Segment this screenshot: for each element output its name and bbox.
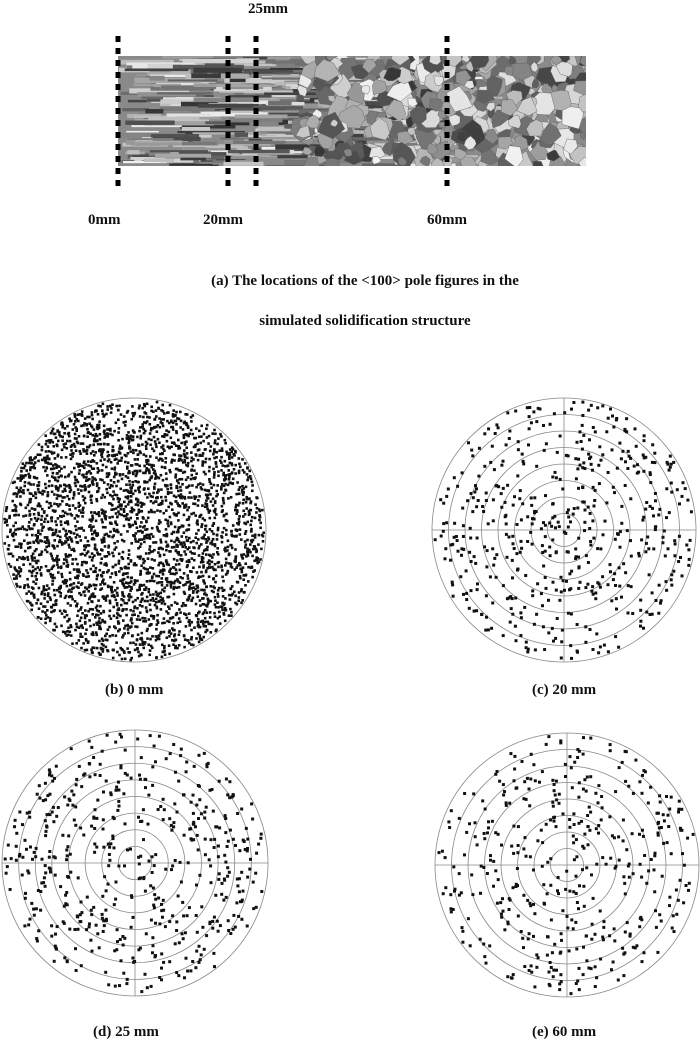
solidification-structure-panel: [0, 0, 700, 240]
marker-label-0mm: 0mm: [88, 212, 121, 228]
pole-figure-b: [0, 395, 268, 665]
marker-label-25mm: 25mm: [248, 1, 288, 17]
pole-figure-c-label: (c) 20 mm: [532, 682, 597, 698]
pole-figure-b-label: (b) 0 mm: [105, 682, 164, 698]
pole-figure-d: [0, 728, 270, 998]
grain-structure-image: [118, 47, 600, 176]
pole-figure-e-label: (e) 60 mm: [532, 1024, 597, 1040]
pole-figure-c: [430, 395, 698, 665]
marker-label-60mm: 60mm: [427, 212, 467, 228]
figure-a-caption-line1: (a) The locations of the <100> pole figures in the: [211, 273, 519, 289]
marker-label-20mm: 20mm: [203, 212, 243, 228]
pole-figure-d-label: (d) 25 mm: [93, 1024, 159, 1040]
figure-a-caption-line2: simulated solidification structure: [259, 313, 471, 329]
pole-figure-e: [433, 730, 700, 1000]
